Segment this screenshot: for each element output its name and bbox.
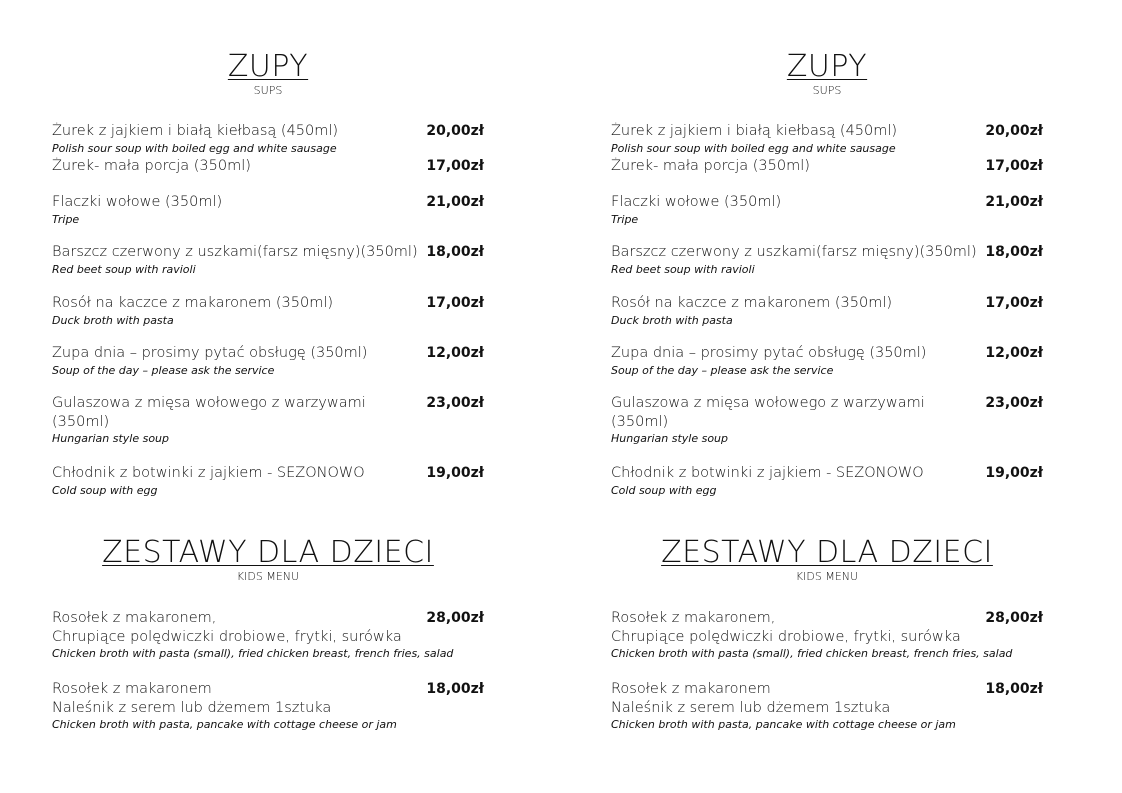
item-name: Chłodnik z botwinki z jajkiem - SEZONOWO	[52, 465, 365, 481]
item-description: Polish sour soup with boiled egg and white sausage	[52, 142, 337, 155]
item-name: Flaczki wołowe (350ml)	[52, 194, 223, 210]
menu-item	[52, 680, 484, 732]
menu-section	[611, 535, 1043, 583]
item-price: 12,00zł	[426, 345, 484, 361]
item-description: Polish sour soup with boiled egg and white sausage	[611, 142, 896, 155]
menu-item	[52, 294, 484, 328]
item-name: Rosołek z makaronem	[52, 681, 212, 697]
item-name: Żurek z jajkiem i białą kiełbasą (450ml)	[52, 123, 339, 139]
section-subtitle: KIDS MENU	[236, 570, 300, 583]
menu-item	[52, 157, 484, 176]
item-price: 18,00zł	[985, 244, 1043, 260]
menu-item-row	[611, 344, 1043, 363]
item-name: Rosół na kaczce z makaronem (350ml)	[611, 295, 893, 311]
section-title: ZESTAWY DLA DZIECI	[102, 535, 434, 570]
item-description: Tripe	[611, 213, 639, 226]
item-name: Chłodnik z botwinki z jajkiem - SEZONOWO	[611, 465, 924, 481]
item-price: 21,00zł	[985, 194, 1043, 210]
item-price: 17,00zł	[985, 158, 1043, 174]
menu-section	[52, 49, 484, 97]
item-price: 20,00zł	[985, 123, 1043, 139]
item-name: Gulaszowa z mięsa wołowego z warzywami	[611, 395, 925, 411]
item-name: Flaczki wołowe (350ml)	[611, 194, 782, 210]
menu-item-row	[611, 680, 1043, 699]
menu-section	[52, 535, 484, 583]
section-subtitle: SUPS	[253, 84, 283, 97]
menu-item	[52, 394, 484, 446]
item-name: Żurek- mała porcja (350ml)	[52, 158, 251, 174]
menu-item-row	[52, 394, 484, 413]
menu-item	[611, 243, 1043, 277]
item-price: 17,00zł	[426, 158, 484, 174]
menu-item	[611, 344, 1043, 378]
section-title: ZUPY	[227, 49, 309, 84]
menu-item-row	[52, 344, 484, 363]
item-price: 23,00zł	[426, 395, 484, 411]
menu-item	[611, 394, 1043, 446]
item-name: Zupa dnia – prosimy pytać obsługę (350ml)	[611, 345, 927, 361]
menu-item-row	[611, 193, 1043, 212]
item-description: Soup of the day – please ask the service	[611, 364, 834, 377]
menu-item	[611, 157, 1043, 176]
menu-item	[52, 609, 484, 661]
item-price: 28,00zł	[426, 610, 484, 626]
item-name-continued: Naleśnik z serem lub dżemem 1sztuka	[611, 700, 891, 716]
item-name-continued: Chrupiące polędwiczki drobiowe, frytki, surówka	[52, 629, 402, 645]
menu-item	[52, 193, 484, 227]
item-description: Hungarian style soup	[52, 432, 170, 445]
item-description: Red beet soup with ravioli	[52, 263, 196, 276]
menu-item-row	[611, 609, 1043, 628]
item-price: 21,00zł	[426, 194, 484, 210]
menu-section	[611, 49, 1043, 97]
menu-item	[611, 193, 1043, 227]
section-subtitle: KIDS MENU	[795, 570, 859, 583]
item-name: Żurek- mała porcja (350ml)	[611, 158, 810, 174]
item-description: Cold soup with egg	[611, 484, 717, 497]
menu-item-row	[611, 157, 1043, 176]
menu-item-row	[611, 243, 1043, 262]
item-name: Rosołek z makaronem	[611, 681, 771, 697]
section-title: ZESTAWY DLA DZIECI	[661, 535, 993, 570]
item-name: Rosołek z makaronem,	[52, 610, 217, 626]
item-name-continued: (350ml)	[611, 414, 669, 430]
menu-item	[52, 122, 484, 156]
section-title: ZUPY	[786, 49, 868, 84]
item-name: Barszcz czerwony z uszkami(farsz mięsny)(350ml)	[611, 244, 977, 260]
item-price: 20,00zł	[426, 123, 484, 139]
item-description: Tripe	[52, 213, 80, 226]
item-name: Rosół na kaczce z makaronem (350ml)	[52, 295, 334, 311]
menu-item-row	[52, 680, 484, 699]
menu-item-row	[52, 122, 484, 141]
menu-item	[611, 122, 1043, 156]
menu-item-row	[611, 394, 1043, 413]
menu-item-row	[52, 464, 484, 483]
item-price: 19,00zł	[985, 465, 1043, 481]
item-price: 12,00zł	[985, 345, 1043, 361]
menu-item	[611, 294, 1043, 328]
menu-item-row	[52, 193, 484, 212]
menu-item	[611, 464, 1043, 498]
item-price: 17,00zł	[426, 295, 484, 311]
item-name: Barszcz czerwony z uszkami(farsz mięsny)(350ml)	[52, 244, 418, 260]
item-name: Rosołek z makaronem,	[611, 610, 776, 626]
item-price: 18,00zł	[985, 681, 1043, 697]
item-description: Hungarian style soup	[611, 432, 729, 445]
item-price: 18,00zł	[426, 681, 484, 697]
menu-item-row	[611, 464, 1043, 483]
menu-item-row	[52, 609, 484, 628]
item-description: Soup of the day – please ask the service	[52, 364, 275, 377]
menu-item-row	[611, 122, 1043, 141]
item-price: 23,00zł	[985, 395, 1043, 411]
menu-item	[611, 609, 1043, 661]
menu-item	[52, 344, 484, 378]
item-description: Red beet soup with ravioli	[611, 263, 755, 276]
item-description: Cold soup with egg	[52, 484, 158, 497]
item-name: Zupa dnia – prosimy pytać obsługę (350ml)	[52, 345, 368, 361]
item-price: 17,00zł	[985, 295, 1043, 311]
item-description: Duck broth with pasta	[52, 314, 174, 327]
section-subtitle: SUPS	[812, 84, 842, 97]
menu-item	[52, 464, 484, 498]
item-description: Duck broth with pasta	[611, 314, 733, 327]
item-price: 19,00zł	[426, 465, 484, 481]
item-name: Gulaszowa z mięsa wołowego z warzywami	[52, 395, 366, 411]
menu-item-row	[52, 294, 484, 313]
item-name: Żurek z jajkiem i białą kiełbasą (450ml)	[611, 123, 898, 139]
item-price: 18,00zł	[426, 244, 484, 260]
item-price: 28,00zł	[985, 610, 1043, 626]
menu-item-row	[52, 157, 484, 176]
menu-item	[611, 680, 1043, 732]
item-description: Chicken broth with pasta (small), fried chicken breast, french fries, salad	[52, 647, 454, 660]
menu-item-row	[611, 294, 1043, 313]
item-description: Chicken broth with pasta (small), fried chicken breast, french fries, salad	[611, 647, 1013, 660]
item-name-continued: (350ml)	[52, 414, 110, 430]
item-description: Chicken broth with pasta, pancake with cottage cheese or jam	[52, 718, 397, 731]
menu-item-row	[52, 243, 484, 262]
menu-item	[52, 243, 484, 277]
item-name-continued: Naleśnik z serem lub dżemem 1sztuka	[52, 700, 332, 716]
item-name-continued: Chrupiące polędwiczki drobiowe, frytki, surówka	[611, 629, 961, 645]
item-description: Chicken broth with pasta, pancake with cottage cheese or jam	[611, 718, 956, 731]
